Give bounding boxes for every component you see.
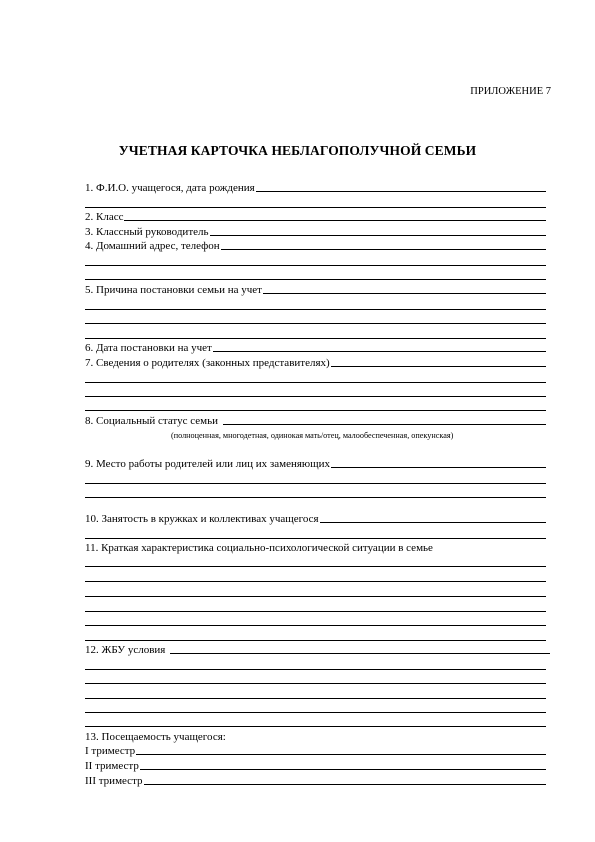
- field-parents-info[interactable]: [85, 357, 546, 369]
- field-class[interactable]: [85, 211, 546, 223]
- field-registration-date[interactable]: [85, 342, 546, 354]
- field-label: 8. Социальный статус семьи: [85, 415, 218, 427]
- blank-line[interactable]: [85, 596, 546, 597]
- fill-line[interactable]: [144, 784, 546, 785]
- field-label: III триместр: [85, 775, 143, 787]
- fill-line[interactable]: [124, 220, 546, 221]
- field-label: 7. Сведения о родителях (законных представителях): [85, 357, 330, 369]
- fill-line[interactable]: [331, 366, 546, 367]
- fill-line[interactable]: [223, 424, 546, 425]
- field-parents-workplace[interactable]: [85, 458, 546, 470]
- blank-line[interactable]: [85, 640, 546, 641]
- blank-line[interactable]: [85, 698, 546, 699]
- blank-line[interactable]: [85, 323, 546, 324]
- field-term-1[interactable]: [85, 745, 546, 757]
- blank-line[interactable]: [85, 581, 546, 582]
- field-label: I триместр: [85, 745, 136, 757]
- appendix-label: ПРИЛОЖЕНИЕ 7: [470, 86, 551, 97]
- attendance-label: 13. Посещаемость учащегося:: [85, 731, 226, 743]
- field-label: 10. Занятость в кружках и коллективах учащегося: [85, 513, 319, 525]
- field-social-status[interactable]: [85, 415, 546, 427]
- blank-line[interactable]: [85, 338, 546, 339]
- blank-line[interactable]: [85, 712, 546, 713]
- field-student-name[interactable]: [85, 182, 546, 194]
- field-label: 6. Дата постановки на учет: [85, 342, 212, 354]
- field-home-address[interactable]: [85, 240, 546, 252]
- field-label: 5. Причина постановки семьи на учет: [85, 284, 262, 296]
- fill-line[interactable]: [170, 653, 550, 654]
- field-label: 12. ЖБУ условия: [85, 644, 166, 656]
- blank-line[interactable]: [85, 683, 546, 684]
- fill-line[interactable]: [136, 754, 546, 755]
- field-term-2[interactable]: [85, 760, 546, 772]
- blank-line[interactable]: [85, 279, 546, 280]
- field-label: 3. Классный руководитель: [85, 226, 209, 238]
- blank-line[interactable]: [85, 726, 546, 727]
- fill-line[interactable]: [140, 769, 546, 770]
- fill-line[interactable]: [213, 351, 546, 352]
- field-label: 9. Место работы родителей или лиц их заменяющих: [85, 458, 330, 470]
- field-class-teacher[interactable]: [85, 226, 546, 238]
- fill-line[interactable]: [320, 522, 546, 523]
- blank-line[interactable]: [85, 669, 546, 670]
- blank-line[interactable]: [85, 566, 546, 567]
- blank-line[interactable]: [85, 410, 546, 411]
- field-family-situation-label: 11. Краткая характеристика социально-психологической ситуации в семье: [85, 542, 433, 554]
- blank-line[interactable]: [85, 265, 546, 266]
- blank-line[interactable]: [85, 625, 546, 626]
- blank-line[interactable]: [85, 382, 546, 383]
- field-label: II триместр: [85, 760, 139, 772]
- blank-line[interactable]: [85, 611, 546, 612]
- social-status-hint: (полноценная, многодетная, одинокая мать/отец, малообеспеченная, опекунская): [171, 431, 454, 440]
- blank-line[interactable]: [85, 538, 546, 539]
- field-label: 4. Домашний адрес, телефон: [85, 240, 220, 252]
- fill-line[interactable]: [263, 293, 546, 294]
- field-living-conditions[interactable]: [85, 644, 550, 656]
- blank-line[interactable]: [85, 497, 546, 498]
- fill-line[interactable]: [331, 467, 546, 468]
- field-extracurricular[interactable]: [85, 513, 546, 525]
- field-label: 1. Ф.И.О. учащегося, дата рождения: [85, 182, 255, 194]
- page-title: УЧЕТНАЯ КАРТОЧКА НЕБЛАГОПОЛУЧНОЙ СЕМЬИ: [118, 143, 477, 158]
- blank-line[interactable]: [85, 396, 546, 397]
- blank-line[interactable]: [85, 483, 546, 484]
- blank-line[interactable]: [85, 309, 546, 310]
- fill-line[interactable]: [210, 235, 546, 236]
- fill-line[interactable]: [221, 249, 546, 250]
- field-label: 2. Класс: [85, 211, 124, 223]
- field-registration-reason[interactable]: [85, 284, 546, 296]
- fill-line[interactable]: [256, 191, 546, 192]
- blank-line[interactable]: [85, 207, 546, 208]
- field-term-3[interactable]: [85, 775, 546, 787]
